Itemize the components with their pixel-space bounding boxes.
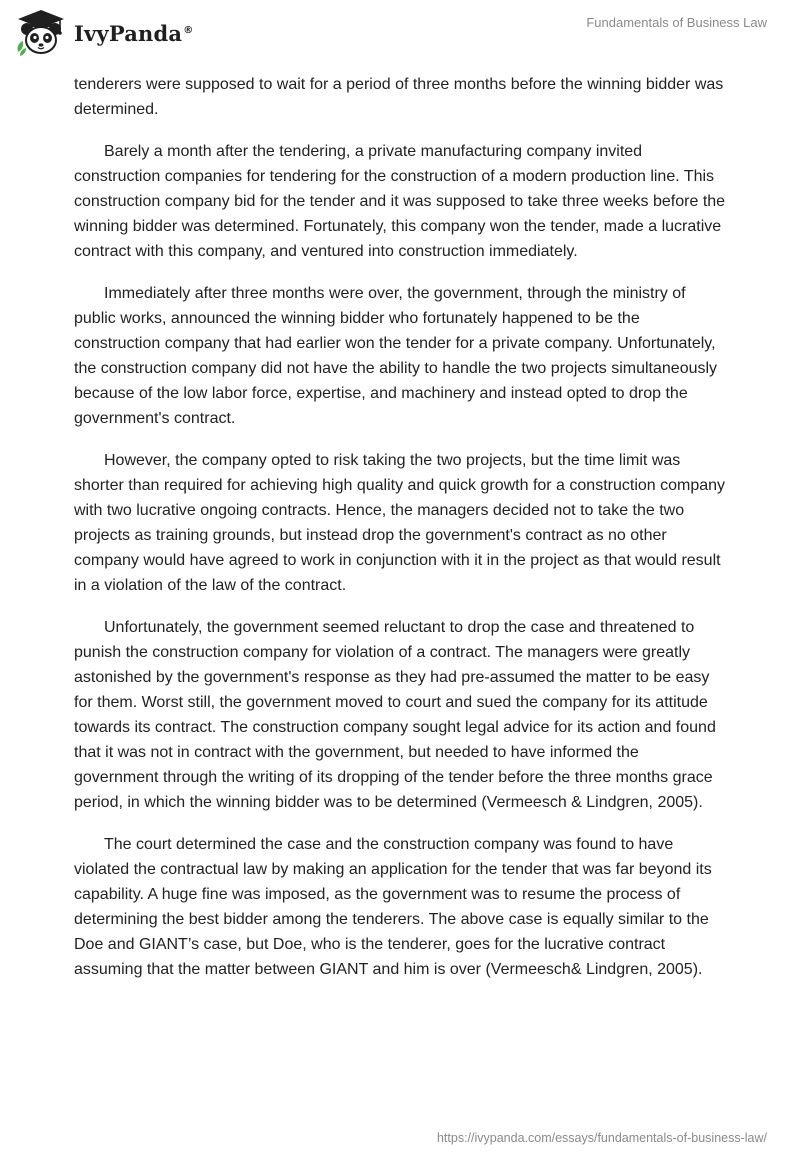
paragraph: Barely a month after the tendering, a private manufacturing company invited construction companies for tendering for the construction of a modern production line. This construction company bid for the tender and it was supposed to take three weeks before the winning bidder was determined. Fortunately, this company won the tender, made a lucrative contract with this company, and ventured into construction immediately. — [74, 143, 726, 260]
paragraph: Unfortunately, the government seemed reluctant to drop the case and threatened to punish the construction company for violation of a contract. The managers were greatly astonished by the government's response as they had pre-assumed the matter to be easy for them. Worst still, the government moved to court and sued the company for its attitude towards its contract. The construction company sought legal advice for its action and found that it was not in contract with the government, but needed to have informed the government through the writing of its dropping of the tender before the three months grace period, in which the winning bidder was to be determined (Vermeesch & Lindgren, 2005). — [74, 619, 716, 811]
paragraph: However, the company opted to risk taking the two projects, but the time limit was shorter than required for achieving high quality and quick growth for a construction company with two lucrative ongoing contracts. Hence, the managers decided not to take the two projects as training grounds, but instead drop the government's contract as no other company would have agreed to work in conjunction with it in the project as that would result in a violation of the law of the contract. — [74, 452, 726, 594]
essay-body — [74, 72, 726, 999]
source-url-link[interactable]: https://ivypanda.com/essays/fundamentals-of-business-law/ — [436, 1131, 767, 1145]
brand-logo[interactable] — [14, 8, 193, 58]
brand-name: IvyPanda® — [74, 20, 194, 46]
paragraph: tenderers were supposed to wait for a period of three months before the winning bidder was determined. — [74, 76, 724, 118]
registered-mark: ® — [183, 24, 194, 36]
paragraph: The court determined the case and the construction company was found to have violated the contractual law by making an application for the tender that was far beyond its capability. A huge fine was imposed, as the government was to resume the process of determining the best bidder among the tenderers. The above case is equally similar to the Doe and GIANT’s case, but Doe, who is the tenderer, goes for the lucrative contract assuming that the matter between GIANT and him is over (Vermeesch& Lindgren, 2005). — [74, 836, 712, 978]
paragraph: Immediately after three months were over, the government, through the ministry of public works, announced the winning bidder who fortunately happened to be the construction company that had earlier won the tender for a private company. Unfortunately, the construction company did not have the ability to handle the two projects simultaneously because of the low labor force, expertise, and machinery and instead opted to drop the government's contract. — [74, 285, 718, 427]
document-title: Fundamentals of Business Law — [586, 15, 767, 30]
page-header — [0, 0, 800, 72]
panda-graduate-logo-icon — [14, 8, 68, 58]
